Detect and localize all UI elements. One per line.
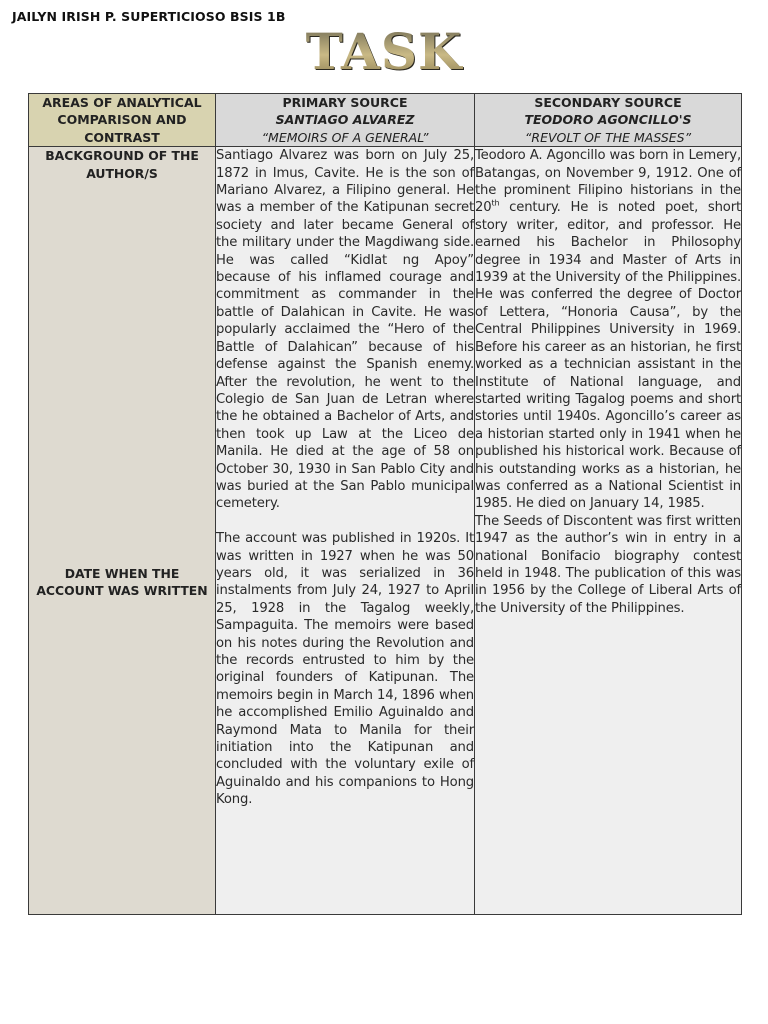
area-background-label: BACKGROUND OF THE AUTHOR/S bbox=[45, 148, 199, 181]
primary-background-text: Santiago Alvarez was born on July 25, 1872 in Imus, Cavite. He is the son of Mariano Alvarez, a Filipino general. He was a member of the Katipunan secret society and later became General of the military under the Magdiwang side. He was called “Kidlat ng Apoy” because of his inflamed courage and commitment as commander in the battle of Dalahican in Cavite. He was popularly acclaimed the “Hero of the Battle of Dalahican” because of his defense against the Spanish enemy. After the revolution, he went to the Colegio de San Juan de Letran where the he obtained a Bachelor of Arts, and then took up Law at the Liceo de Manila. He died at the age of 58 on October 30, 1930 in San Pablo City and was buried at the San Pablo municipal cemetery. bbox=[216, 148, 474, 512]
secondary-background-part-a: Teodoro A. Agoncillo was born in Lemery, Batangas, on November 9, 1912. One of the prominent Filipino historians in the 20 bbox=[475, 148, 741, 216]
comparison-table bbox=[28, 93, 742, 915]
secondary-background-text bbox=[475, 147, 741, 513]
ordinal-suffix: th bbox=[491, 199, 500, 209]
secondary-source-cell bbox=[475, 147, 742, 915]
areas-cell bbox=[29, 147, 216, 915]
header-secondary-source bbox=[475, 94, 742, 147]
primary-source-work: “MEMOIRS OF A GENERAL” bbox=[261, 129, 429, 145]
secondary-source-author: TEODORO AGONCILLO'S bbox=[524, 112, 692, 128]
page-title: TASK bbox=[0, 24, 768, 80]
secondary-source-label: SECONDARY SOURCE bbox=[534, 95, 682, 110]
secondary-date-text: The Seeds of Discontent was first written 1947 as the author’s win in entry in a national Bonifacio biography contest held in 1948. The publication of this was in 1956 by the College of Liberal Arts of the University of the Philippines. bbox=[475, 513, 741, 616]
primary-date-text: The account was published in 1920s. It was written in 1927 when he was 50 years old, it was serialized in 36 instalments from July 24, 1927 to April 25, 1928 in the Tagalog weekly, Sampaguita. The memoirs were based on his notes during the Revolution and the records entrusted to him by the original founders of Katipunan. The memoirs begin in March 14, 1896 when he accomplished Emilio Aguinaldo and Raymond Mata to Manila for their initiation into the Katipunan and concluded with the voluntary exile of Aguinaldo and his companions to Hong Kong. bbox=[216, 531, 474, 808]
primary-source-author: SANTIAGO ALVAREZ bbox=[275, 112, 415, 128]
header-areas: AREAS OF ANALYTICAL COMPARISON AND CONTRAST bbox=[29, 94, 216, 147]
area-date-label: DATE WHEN THE ACCOUNT WAS WRITTEN bbox=[36, 566, 208, 599]
table-body-row bbox=[29, 147, 742, 915]
author-name: JAILYN IRISH P. SUPERTICIOSO BSIS 1B bbox=[12, 9, 286, 24]
secondary-source-work: “REVOLT OF THE MASSES” bbox=[524, 129, 692, 145]
secondary-background-part-b: century. He is noted poet, short story writer, editor, and professor. He earned his Bachelor in Philosophy degree in 1934 and Master of Arts in 1939 at the University of the Philippines. He was conferred the degree of Doctor of Lettera, “Honoria Causa”, by the Central Philippines University in 1969. Before his career as an historian, he first worked as a technician assistant in the Institute of National language, and started writing Tagalog poems and short stories until 1940s. Agoncillo’s career as a historian started only in 1941 when he published his historical work. Because of his outstanding works as a historian, he was conferred as a National Scientist in 1985. He died on January 14, 1985. bbox=[475, 200, 741, 512]
table-header-row bbox=[29, 94, 742, 147]
header-primary-source bbox=[216, 94, 475, 147]
primary-source-label: PRIMARY SOURCE bbox=[282, 95, 408, 110]
primary-source-cell bbox=[216, 147, 475, 915]
